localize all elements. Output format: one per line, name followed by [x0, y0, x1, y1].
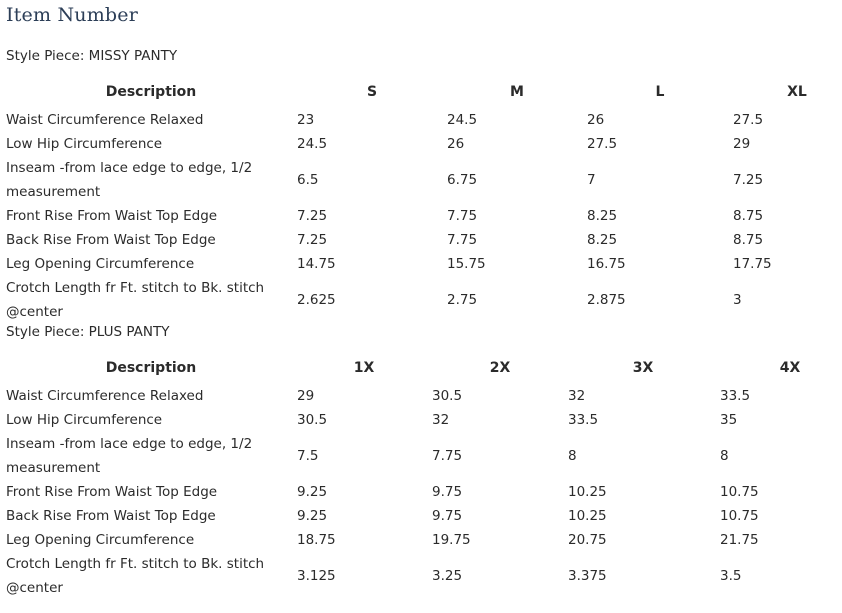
measurement-value: 7 — [587, 172, 596, 188]
measurement-value: 9.25 — [297, 484, 328, 500]
measurement-value: 30.5 — [297, 412, 328, 428]
measurement-value: 7.25 — [297, 208, 328, 224]
row-description: Low Hip Circumference — [6, 136, 163, 152]
measurement-value: 10.75 — [720, 508, 759, 524]
page-title: Item Number — [6, 4, 139, 26]
measurement-value: 9.25 — [297, 508, 328, 524]
measurement-value: 7.75 — [432, 448, 463, 464]
measurement-value: 15.75 — [447, 256, 486, 272]
row-description: Leg Opening Circumference — [6, 532, 195, 548]
measurement-value: 35 — [720, 412, 738, 428]
column-header-size: S — [366, 84, 378, 100]
measurement-value: 9.75 — [432, 484, 463, 500]
measurement-value: 27.5 — [587, 136, 618, 152]
measurement-value: 26 — [587, 112, 605, 128]
measurement-value: 18.75 — [297, 532, 336, 548]
row-description: Leg Opening Circumference — [6, 256, 195, 272]
measurement-value: 2.875 — [587, 292, 626, 308]
row-description: Crotch Length fr Ft. stitch to Bk. stitch @center — [6, 280, 265, 320]
measurement-value: 19.75 — [432, 532, 471, 548]
measurement-value: 6.5 — [297, 172, 319, 188]
measurement-value: 17.75 — [733, 256, 772, 272]
measurement-value: 32 — [432, 412, 450, 428]
column-header-size: 2X — [489, 360, 511, 376]
measurement-value: 27.5 — [733, 112, 764, 128]
measurement-value: 8.75 — [733, 208, 764, 224]
column-header-size: 4X — [779, 360, 801, 376]
measurement-value: 7.75 — [447, 208, 478, 224]
row-description: Back Rise From Waist Top Edge — [6, 508, 216, 524]
column-header-size: 1X — [353, 360, 375, 376]
row-description: Front Rise From Waist Top Edge — [6, 484, 218, 500]
column-header-description: Description — [105, 360, 197, 376]
measurement-value: 3.375 — [568, 568, 607, 584]
measurement-value: 3.5 — [720, 568, 742, 584]
measurement-value: 2.625 — [297, 292, 336, 308]
measurement-value: 8 — [720, 448, 729, 464]
measurement-value: 16.75 — [587, 256, 626, 272]
measurement-value: 32 — [568, 388, 586, 404]
measurement-value: 20.75 — [568, 532, 607, 548]
column-header-description: Description — [105, 84, 197, 100]
measurement-value: 8.25 — [587, 208, 618, 224]
row-description: Front Rise From Waist Top Edge — [6, 208, 218, 224]
column-header-size: M — [510, 84, 524, 100]
measurement-value: 21.75 — [720, 532, 759, 548]
style-piece-label: Style Piece: MISSY PANTY — [6, 48, 178, 64]
measurement-value: 7.25 — [297, 232, 328, 248]
column-header-size: XL — [787, 84, 807, 100]
measurement-value: 14.75 — [297, 256, 336, 272]
measurement-value: 7.5 — [297, 448, 319, 464]
measurement-value: 8 — [568, 448, 577, 464]
measurement-value: 7.25 — [733, 172, 764, 188]
measurement-value: 3.25 — [432, 568, 463, 584]
measurement-value: 33.5 — [720, 388, 751, 404]
row-description: Waist Circumference Relaxed — [6, 112, 204, 128]
measurement-value: 10.25 — [568, 508, 607, 524]
measurement-value: 24.5 — [297, 136, 328, 152]
row-description: Waist Circumference Relaxed — [6, 388, 204, 404]
measurement-value: 23 — [297, 112, 315, 128]
measurement-value: 8.75 — [733, 232, 764, 248]
measurement-value: 9.75 — [432, 508, 463, 524]
measurement-value: 10.75 — [720, 484, 759, 500]
measurement-value: 30.5 — [432, 388, 463, 404]
measurement-value: 3 — [733, 292, 742, 308]
style-piece-label: Style Piece: PLUS PANTY — [6, 324, 170, 340]
measurement-value: 8.25 — [587, 232, 618, 248]
row-description: Crotch Length fr Ft. stitch to Bk. stitch @center — [6, 556, 265, 596]
measurement-value: 3.125 — [297, 568, 336, 584]
row-description: Inseam -from lace edge to edge, 1/2 measurement — [6, 160, 253, 200]
measurement-value: 24.5 — [447, 112, 478, 128]
row-description: Low Hip Circumference — [6, 412, 163, 428]
row-description: Inseam -from lace edge to edge, 1/2 measurement — [6, 436, 253, 476]
measurement-value: 10.25 — [568, 484, 607, 500]
column-header-size: L — [655, 84, 665, 100]
column-header-size: 3X — [632, 360, 654, 376]
measurement-value: 6.75 — [447, 172, 478, 188]
measurement-value: 29 — [297, 388, 315, 404]
measurement-value: 33.5 — [568, 412, 599, 428]
measurement-value: 2.75 — [447, 292, 478, 308]
measurement-value: 7.75 — [447, 232, 478, 248]
measurement-value: 29 — [733, 136, 751, 152]
row-description: Back Rise From Waist Top Edge — [6, 232, 216, 248]
measurement-value: 26 — [447, 136, 465, 152]
